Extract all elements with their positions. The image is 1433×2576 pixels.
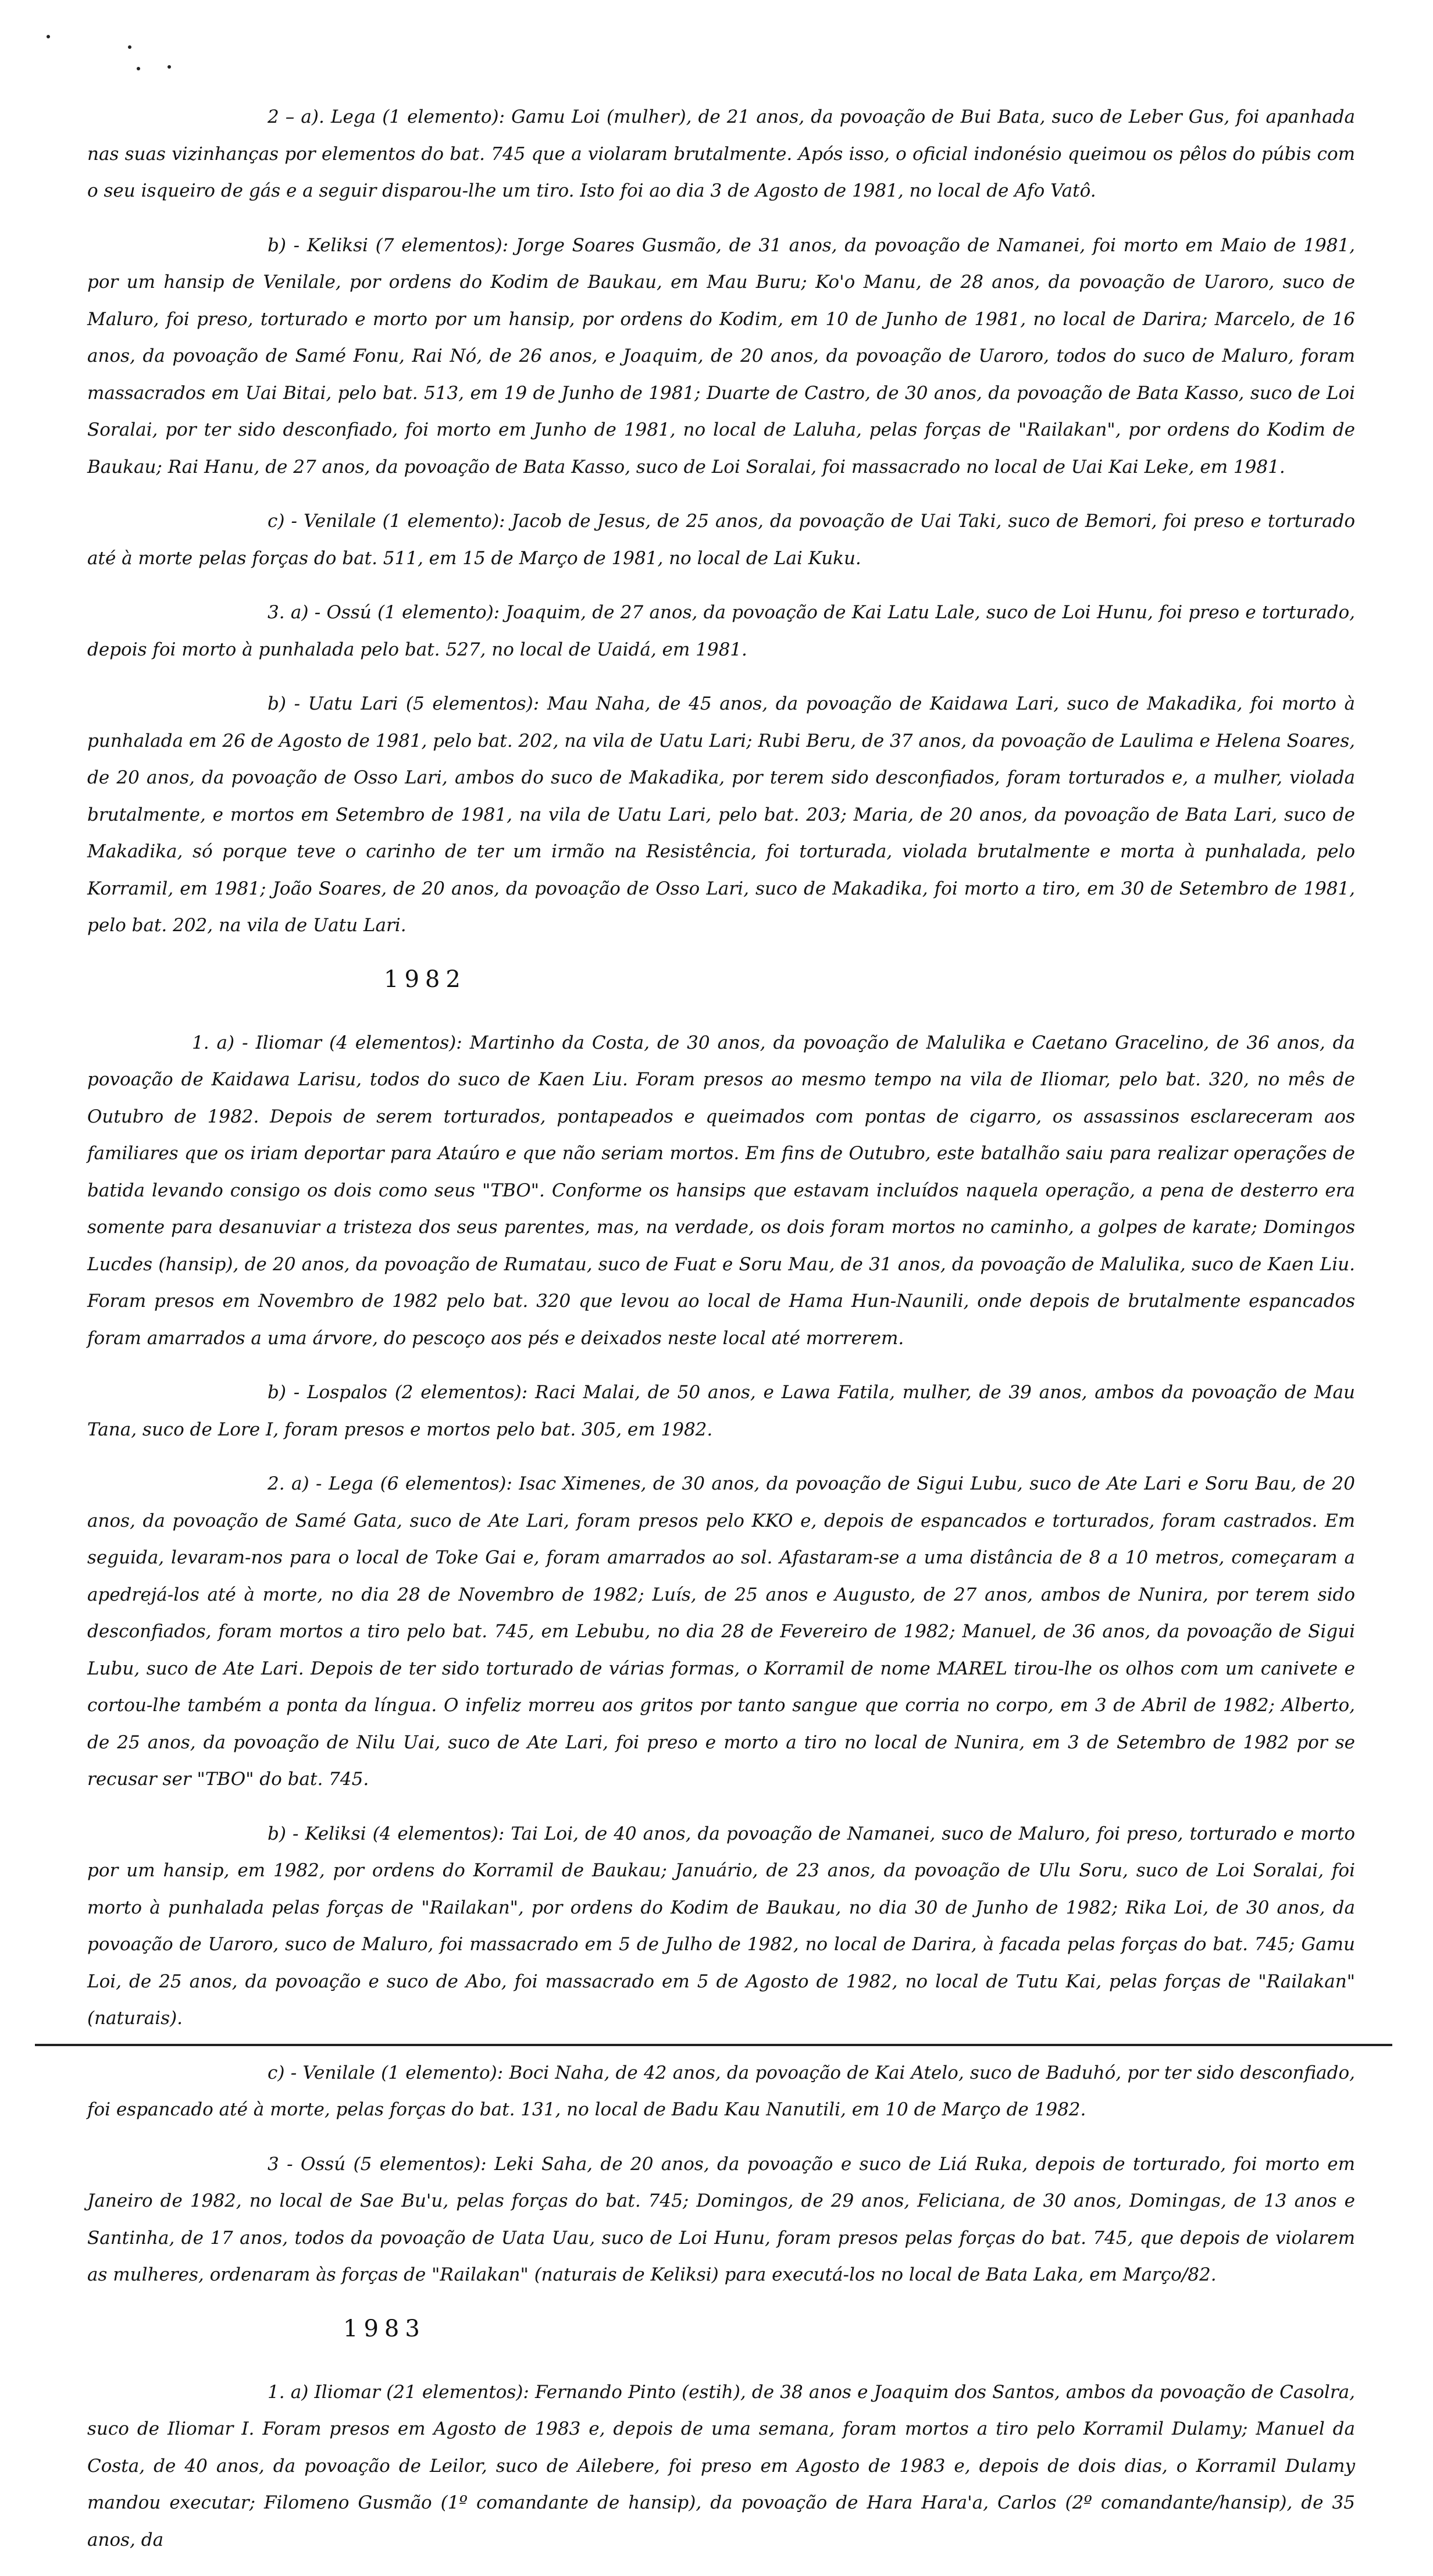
scan-speck xyxy=(137,67,140,70)
paragraph-2c-venilale: c) - Venilale (1 elemento): Jacob de Jesus, de 25 anos, da povoação de Uai Taki, suco de Bemori, foi preso e torturado até à morte pelas forças do bat. 511, em 15 de Março de 1981, no local de Lai Kuku. xyxy=(87,511,1355,569)
scan-specks xyxy=(35,23,163,81)
section-1983 xyxy=(87,2374,1355,2559)
paragraph-1a-iliomar: 1. a) - Iliomar (4 elementos): Martinho da Costa, de 30 anos, da povoação de Malulika e Caetano Gracelino, de 36 anos, da povoação de Kaidawa Larisu, todos do suco de Kaen Liu. Foram presos ao mesmo tempo na vila de Iliomar, pelo bat. 320, no mês de Outubro de 1982. Depois de serem torturados, pontapeados e queimados com pontas de cigarro, os assassinos esclareceram aos familiares que os iriam deportar para Ataúro e que não seriam mortos. Em fins de Outubro, este batalhão saiu para realizar operações de batida levando consigo os dois como seus "TBO". Conforme os hansips que estavam incluídos naquela operação, a pena de desterro era somente para desanuviar a tristeza dos seus parentes, mas, na verdade, os dois foram mortos no caminho, a golpes de karate; Domingos Lucdes (hansip), de 20 anos, da povoação de Rumatau, suco de Fuat e Soru Mau, de 31 anos, da povoação de Malulika, suco de Kaen Liu. Foram presos em Novembro de 1982 pelo bat. 320 que levou ao local de Hama Hun-Naunili, onde depois de brutalmente espancados foram amarrados a uma árvore, do pescoço aos pés e deixados neste local até morrerem. xyxy=(87,1032,1355,1349)
paragraph-3b-uatu-lari: b) - Uatu Lari (5 elementos): Mau Naha, de 45 anos, da povoação de Kaidawa Lari, suco de Makadika, foi morto à punhalada em 26 de Agosto de 1981, pelo bat. 202, na vila de Uatu Lari; Rubi Beru, de 37 anos, da povoação de Laulima e Helena Soares, de 20 anos, da povoação de Osso Lari, ambos do suco de Makadika, por terem sido desconfiados, foram torturados e, a mulher, violada brutalmente, e mortos em Setembro de 1981, na vila de Uatu Lari, pelo bat. 203; Maria, de 20 anos, da povoação de Bata Lari, suco de Makadika, só porque teve o carinho de ter um irmão na Resistência, foi torturada, violada brutalmente e morta à punhalada, pelo Korramil, em 1981; João Soares, de 20 anos, da povoação de Osso Lari, suco de Makadika, foi morto a tiro, em 30 de Setembro de 1981, pelo bat. 202, na vila de Uatu Lari. xyxy=(87,693,1355,936)
paragraph-2b-keliksi: b) - Keliksi (7 elementos): Jorge Soares Gusmão, de 31 anos, da povoação de Namanei, foi morto em Maio de 1981, por um hansip de Venilale, por ordens do Kodim de Baukau, em Mau Buru; Ko'o Manu, de 28 anos, da povoação de Uaroro, suco de Maluro, foi preso, torturado e morto por um hansip, por ordens do Kodim, em 10 de Junho de 1981, no local de Darira; Marcelo, de 16 anos, da povoação de Samé Fonu, Rai Nó, de 26 anos, e Joaquim, de 20 anos, da povoação de Uaroro, todos do suco de Maluro, foram massacrados em Uai Bitai, pelo bat. 513, em 19 de Junho de 1981; Duarte de Castro, de 30 anos, da povoação de Bata Kasso, suco de Loi Soralai, por ter sido desconfiado, foi morto em Junho de 1981, no local de Laluha, pelas forças de "Railakan", por ordens do Kodim de Baukau; Rai Hanu, de 27 anos, da povoação de Bata Kasso, suco de Loi Soralai, foi massacrado no local de Uai Kai Leke, em 1981. xyxy=(87,234,1355,478)
paragraph-2c-venilale-1982: c) - Venilale (1 elemento): Boci Naha, de 42 anos, da povoação de Kai Atelo, suco de Baduhó, por ter sido desconfiado, foi espancado até à morte, pelas forças do bat. 131, no local de Badu Kau Nanutili, em 10 de Março de 1982. xyxy=(87,2062,1355,2120)
paragraph-2a-lega: 2 – a). Lega (1 elemento): Gamu Loi (mulher), de 21 anos, da povoação de Bui Bata, suco de Leber Gus, foi apanhada nas suas vizinhanças por elementos do bat. 745 que a violaram brutalmente. Após isso, o oficial indonésio queimou os pêlos do púbis com o seu isqueiro de gás e a seguir disparou-lhe um tiro. Isto foi ao dia 3 de Agosto de 1981, no local de Afo Vatô. xyxy=(87,106,1355,201)
paragraph-3-ossu-1982: 3 - Ossú (5 elementos): Leki Saha, de 20 anos, da povoação e suco de Liá Ruka, depois de torturado, foi morto em Janeiro de 1982, no local de Sae Bu'u, pelas forças do bat. 745; Domingos, de 29 anos, Feliciana, de 30 anos, Domingas, de 13 anos e Santinha, de 17 anos, todos da povoação de Uata Uau, suco de Loi Hunu, foram presos pelas forças do bat. 745, que depois de violarem as mulheres, ordenaram às forças de "Railakan" (naturais de Keliksi) para executá-los no local de Bata Laka, em Março/82. xyxy=(87,2153,1355,2285)
year-heading-1982: 1982 xyxy=(384,965,466,993)
handwritten-page xyxy=(87,99,1355,2576)
scan-speck xyxy=(128,45,131,49)
paragraph-1b-lospalos: b) - Lospalos (2 elementos): Raci Malai, de 50 anos, e Lawa Fatila, mulher, de 39 anos, ambos da povoação de Mau Tana, suco de Lore I, foram presos e mortos pelo bat. 305, em 1982. xyxy=(87,1382,1355,1440)
section-1981-continued xyxy=(87,99,1355,945)
scan-speck xyxy=(167,65,171,69)
scan-speck xyxy=(47,35,50,38)
year-heading-1983: 1983 xyxy=(343,2315,426,2342)
section-1982 xyxy=(87,1025,1355,2294)
paragraph-2a-lega-1982: 2. a) - Lega (6 elementos): Isac Ximenes, de 30 anos, da povoação de Sigui Lubu, suco de Ate Lari e Soru Bau, de 20 anos, da povoação de Samé Gata, suco de Ate Lari, foram presos pelo KKO e, depois de espancados e torturados, foram castrados. Em seguida, levaram-nos para o local de Toke Gai e, foram amarrados ao sol. Afastaram-se a uma distância de 8 a 10 metros, começaram a apedrejá-los até à morte, no dia 28 de Novembro de 1982; Luís, de 25 anos e Augusto, de 27 anos, ambos de Nunira, por terem sido desconfiados, foram mortos a tiro pelo bat. 745, em Lebubu, no dia 28 de Fevereiro de 1982; Manuel, de 36 anos, da povoação de Sigui Lubu, suco de Ate Lari. Depois de ter sido torturado de várias formas, o Korramil de nome MAREL tirou-lhe os olhos com um canivete e cortou-lhe também a ponta da língua. O infeliz morreu aos gritos por tanto sangue que corria no corpo, em 3 de Abril de 1982; Alberto, de 25 anos, da povoação de Nilu Uai, suco de Ate Lari, foi preso e morto a tiro no local de Nunira, em 3 de Setembro de 1982 por se recusar ser "TBO" do bat. 745. xyxy=(87,1473,1355,1790)
paragraph-3a-ossu: 3. a) - Ossú (1 elemento): Joaquim, de 27 anos, da povoação de Kai Latu Lale, suco de Loi Hunu, foi preso e torturado, depois foi morto à punhalada pelo bat. 527, no local de Uaidá, em 1981. xyxy=(87,602,1355,660)
paragraph-1a-iliomar-1983: 1. a) Iliomar (21 elementos): Fernando Pinto (estih), de 38 anos e Joaquim dos Santos, ambos da povoação de Casolra, suco de Iliomar I. Foram presos em Agosto de 1983 e, depois de uma semana, foram mortos a tiro pelo Korramil Dulamy; Manuel da Costa, de 40 anos, da povoação de Leilor, suco de Ailebere, foi preso em Agosto de 1983 e, depois de dois dias, o Korramil Dulamy mandou executar; Filomeno Gusmão (1º comandante de hansip), da povoação de Hara Hara'a, Carlos (2º comandante/hansip), de 35 anos, da xyxy=(87,2381,1355,2550)
page-bottom-edge xyxy=(35,2044,1392,2046)
paragraph-2b-keliksi-1982: b) - Keliksi (4 elementos): Tai Loi, de 40 anos, da povoação de Namanei, suco de Maluro, foi preso, torturado e morto por um hansip, em 1982, por ordens do Korramil de Baukau; Januário, de 23 anos, da povoação de Ulu Soru, suco de Loi Soralai, foi morto à punhalada pelas forças de "Railakan", por ordens do Kodim de Baukau, no dia 30 de Junho de 1982; Rika Loi, de 30 anos, da povoação de Uaroro, suco de Maluro, foi massacrado em 5 de Julho de 1982, no local de Darira, à facada pelas forças do bat. 745; Gamu Loi, de 25 anos, da povoação e suco de Abo, foi massacrado em 5 de Agosto de 1982, no local de Tutu Kai, pelas forças de "Railakan" (naturais). xyxy=(87,1823,1355,2029)
